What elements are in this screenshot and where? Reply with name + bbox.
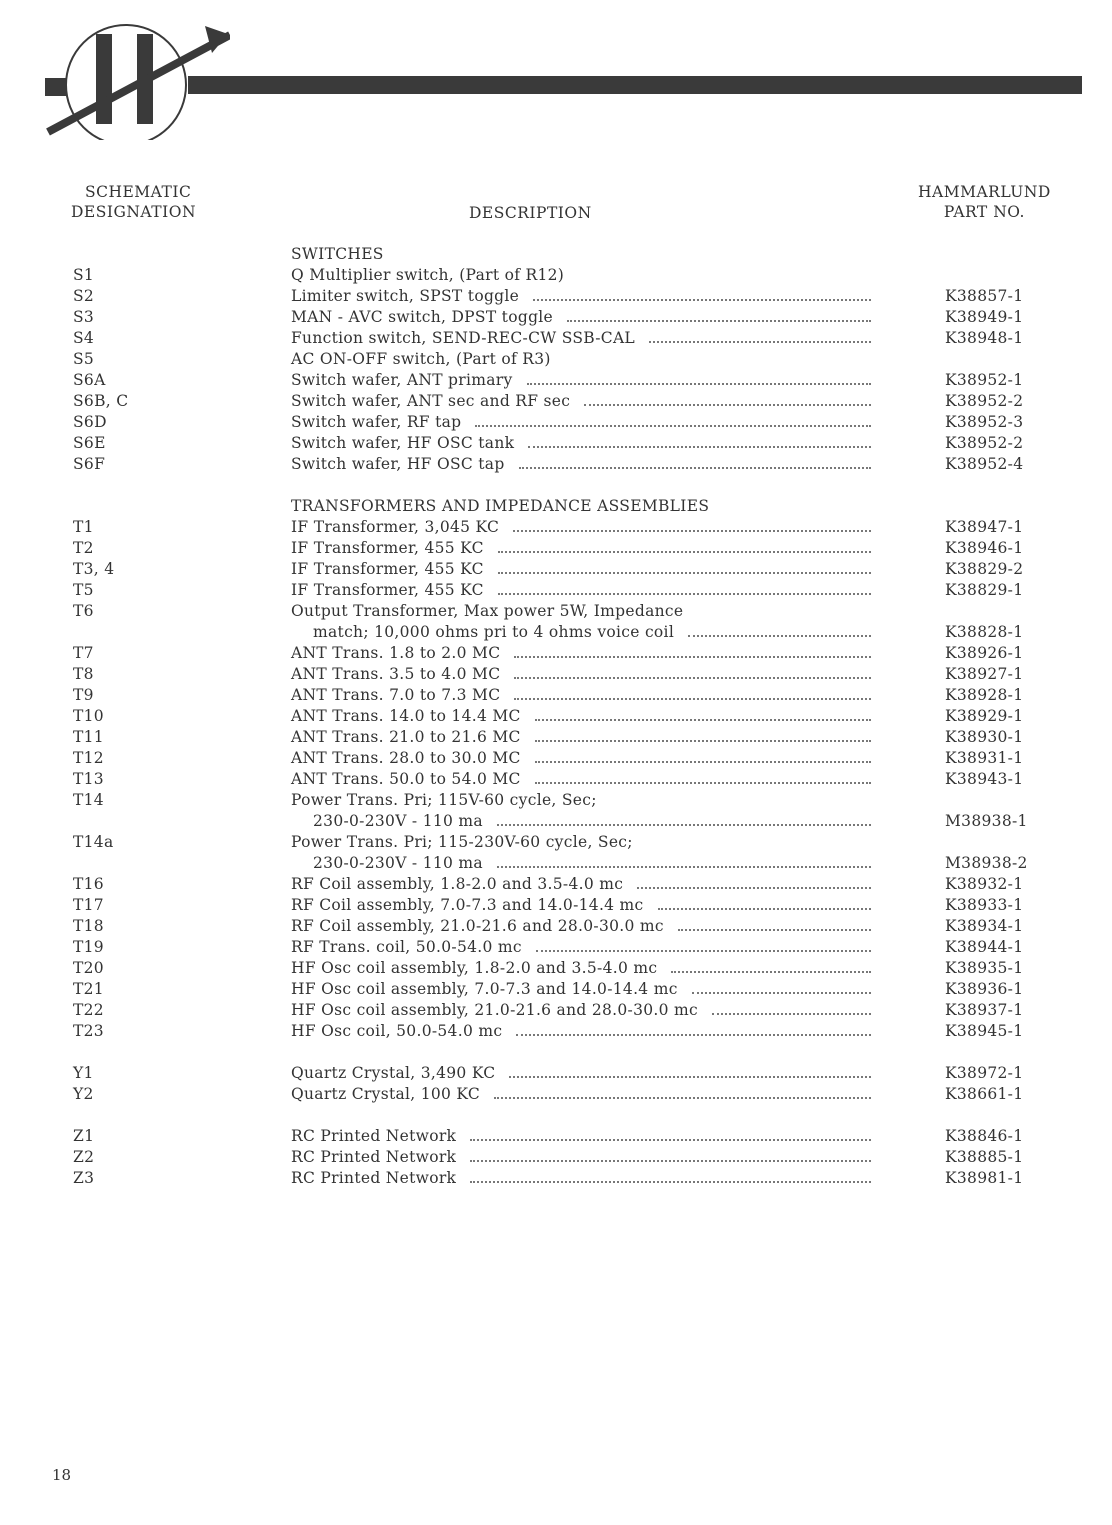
part-number: K38943-1 [945,770,1024,788]
description [291,370,871,391]
schematic-designation: T1 [73,518,94,536]
schematic-designation: T20 [73,959,104,977]
part-number: K38952-3 [945,413,1024,431]
dot-leader [498,580,871,595]
description [291,916,871,937]
schematic-designation: S6E [73,434,106,452]
schematic-designation: T12 [73,749,104,767]
dot-leader [649,328,871,343]
dot-leader [475,412,871,427]
table-row [0,622,1112,643]
description-text: Quartz Crystal, 100 KC [291,1085,481,1103]
description-text: AC ON-OFF switch, (Part of R3) [291,350,551,368]
schematic-designation: T16 [73,875,104,893]
dot-leader [470,1126,871,1141]
table-row [0,1000,1112,1021]
description-text: HF Osc coil assembly, 21.0-21.6 and 28.0-30.0 mc [291,1001,699,1019]
description-text: Switch wafer, HF OSC tank [291,434,515,452]
dot-leader [514,685,871,700]
part-number: K38885-1 [945,1148,1024,1166]
dot-leader [497,853,871,868]
description-text: Switch wafer, ANT primary [291,371,513,389]
schematic-designation: S3 [73,308,95,326]
part-number: K38828-1 [945,623,1024,641]
schematic-designation: Y1 [73,1064,94,1082]
part-number: K38930-1 [945,728,1024,746]
schematic-designation: Z3 [73,1169,95,1187]
description [291,958,871,979]
header-rule [188,76,1082,94]
description [291,433,871,454]
dot-leader [688,622,871,637]
part-number: K38846-1 [945,1127,1024,1145]
description-text: Q Multiplier switch, (Part of R12) [291,266,565,284]
dot-leader [494,1084,871,1099]
schematic-designation: T14a [73,833,114,851]
schematic-designation: Z2 [73,1148,95,1166]
dot-leader [516,1021,871,1036]
table-row [0,895,1112,916]
description [313,622,871,643]
part-number: K38927-1 [945,665,1024,683]
table-row [0,748,1112,769]
schematic-designation: T8 [73,665,94,683]
dot-leader [678,916,871,931]
description [291,1147,871,1168]
schematic-designation: T5 [73,581,94,599]
schematic-designation: T23 [73,1022,104,1040]
description [291,328,871,349]
description-text: Switch wafer, RF tap [291,413,462,431]
schematic-designation: T14 [73,791,104,809]
dot-leader [535,769,871,784]
description-text: RC Printed Network [291,1148,457,1166]
description-text: ANT Trans. 7.0 to 7.3 MC [291,686,501,704]
part-number: K38933-1 [945,896,1024,914]
description [291,643,871,664]
description [291,265,871,286]
description-text: HF Osc coil, 50.0-54.0 mc [291,1022,503,1040]
table-row [0,286,1112,307]
part-number: K38981-1 [945,1169,1024,1187]
table-row [0,832,1112,853]
part-number: K38935-1 [945,959,1024,977]
part-number: K38944-1 [945,938,1024,956]
table-row [0,790,1112,811]
description-text: IF Transformer, 455 KC [291,581,484,599]
table-row [0,874,1112,895]
part-number: K38857-1 [945,287,1024,305]
dot-leader [514,643,871,658]
table-row [0,1168,1112,1189]
schematic-designation: T21 [73,980,104,998]
parts-list [0,244,1112,1189]
column-header-part-no: HAMMARLUND PART NO. [918,183,1051,221]
description-text: RC Printed Network [291,1127,457,1145]
description [291,559,871,580]
part-number: K38947-1 [945,518,1024,536]
part-number: K38926-1 [945,644,1024,662]
column-header-designation: SCHEMATIC DESIGNATION [71,183,197,221]
section-heading [0,496,1112,517]
table-row [0,769,1112,790]
part-number: K38952-1 [945,371,1024,389]
schematic-designation: T22 [73,1001,104,1019]
table-row [0,328,1112,349]
description-text: RF Coil assembly, 7.0-7.3 and 14.0-14.4 mc [291,896,644,914]
description [291,580,871,601]
part-number: K38952-2 [945,434,1024,452]
dot-leader [519,454,871,469]
table-row [0,685,1112,706]
schematic-designation: T7 [73,644,94,662]
table-row [0,643,1112,664]
description [291,538,871,559]
dot-leader [692,979,871,994]
description [291,664,871,685]
description [291,727,871,748]
schematic-designation: T6 [73,602,94,620]
schematic-designation: S5 [73,350,95,368]
description-text: Function switch, SEND-REC-CW SSB-CAL [291,329,636,347]
table-row [0,433,1112,454]
table-row [0,1147,1112,1168]
part-number: M38938-1 [945,812,1028,830]
description-text: ANT Trans. 21.0 to 21.6 MC [291,728,521,746]
table-row [0,580,1112,601]
table-row [0,1126,1112,1147]
description-text: RC Printed Network [291,1169,457,1187]
part-number: K38928-1 [945,686,1024,704]
table-row [0,538,1112,559]
description [313,811,871,832]
schematic-designation: T19 [73,938,104,956]
description-text: ANT Trans. 1.8 to 2.0 MC [291,644,501,662]
schematic-designation: Z1 [73,1127,95,1145]
description [291,769,871,790]
description-text: IF Transformer, 455 KC [291,560,484,578]
table-row [0,664,1112,685]
description-text: Output Transformer, Max power 5W, Impedance [291,602,684,620]
hammarlund-logo [40,10,230,140]
schematic-designation: T11 [73,728,104,746]
schematic-designation: S6F [73,455,106,473]
section-heading-text: TRANSFORMERS AND IMPEDANCE ASSEMBLIES [291,497,710,515]
dot-leader [535,748,871,763]
description [291,832,871,853]
description-text: match; 10,000 ohms pri to 4 ohms voice coil [313,623,675,641]
description [291,454,871,475]
description [291,412,871,433]
description [291,895,871,916]
dot-leader [637,874,871,889]
part-number: K38952-4 [945,455,1024,473]
description [291,517,871,538]
dot-leader [497,811,871,826]
blank-line [0,1042,1112,1063]
description-text: ANT Trans. 14.0 to 14.4 MC [291,707,521,725]
description-text: ANT Trans. 50.0 to 54.0 MC [291,770,521,788]
section-heading-text: SWITCHES [291,245,384,263]
part-number: K38952-2 [945,392,1024,410]
description [291,391,871,412]
description [291,349,871,370]
description-text: HF Osc coil assembly, 7.0-7.3 and 14.0-14.4 mc [291,980,678,998]
schematic-designation: S1 [73,266,95,284]
description [291,307,871,328]
description [291,286,871,307]
description [291,706,871,727]
part-number: K38948-1 [945,329,1024,347]
dot-leader [535,706,871,721]
schematic-designation: T2 [73,539,94,557]
table-row [0,307,1112,328]
dot-leader [513,517,871,532]
description-text: Power Trans. Pri; 115-230V-60 cycle, Sec; [291,833,633,851]
description-text: RF Trans. coil, 50.0-54.0 mc [291,938,522,956]
description-text: ANT Trans. 3.5 to 4.0 MC [291,665,501,683]
dot-leader [528,433,871,448]
description-text: Switch wafer, ANT sec and RF sec [291,392,571,410]
page-number: 18 [52,1466,72,1484]
description [291,748,871,769]
part-number: K38929-1 [945,707,1024,725]
dot-leader [498,559,871,574]
description-text: 230-0-230V - 110 ma [313,854,483,872]
description [291,874,871,895]
description [291,1126,871,1147]
description-text: 230-0-230V - 110 ma [313,812,483,830]
part-number: K38661-1 [945,1085,1024,1103]
dot-leader [567,307,871,322]
part-number: K38937-1 [945,1001,1024,1019]
section-heading [0,244,1112,265]
schematic-designation: T17 [73,896,104,914]
part-number: K38829-2 [945,560,1024,578]
schematic-designation: S6A [73,371,106,389]
schematic-designation: T9 [73,686,94,704]
table-row [0,958,1112,979]
part-number: M38938-2 [945,854,1028,872]
description [291,1063,871,1084]
description-text: ANT Trans. 28.0 to 30.0 MC [291,749,521,767]
column-header-description: DESCRIPTION [469,204,592,222]
table-row [0,979,1112,1000]
table-row [0,601,1112,622]
dot-leader [658,895,871,910]
description [291,979,871,1000]
table-row [0,370,1112,391]
schematic-designation: S2 [73,287,95,305]
description-text: Power Trans. Pri; 115V-60 cycle, Sec; [291,791,597,809]
schematic-designation: T18 [73,917,104,935]
schematic-designation: S4 [73,329,95,347]
blank-line [0,1105,1112,1126]
description [291,937,871,958]
dot-leader [470,1147,871,1162]
part-number: K38829-1 [945,581,1024,599]
description-text: Switch wafer, HF OSC tap [291,455,505,473]
dot-leader [470,1168,871,1183]
dot-leader [584,391,871,406]
dot-leader [514,664,871,679]
description [291,1000,871,1021]
dot-leader [535,727,871,742]
schematic-designation: S6B, C [73,392,129,410]
part-number: K38945-1 [945,1022,1024,1040]
description-text: IF Transformer, 3,045 KC [291,518,500,536]
description-text: MAN - AVC switch, DPST toggle [291,308,554,326]
table-row [0,454,1112,475]
dot-leader [533,286,871,301]
description-text: RF Coil assembly, 1.8-2.0 and 3.5-4.0 mc [291,875,624,893]
description-text: IF Transformer, 455 KC [291,539,484,557]
dot-leader [509,1063,871,1078]
table-row [0,265,1112,286]
part-number: K38972-1 [945,1064,1024,1082]
table-row [0,517,1112,538]
part-number: K38949-1 [945,308,1024,326]
description [313,853,871,874]
description [291,1084,871,1105]
schematic-designation: T3, 4 [73,560,115,578]
dot-leader [536,937,871,952]
table-row [0,811,1112,832]
part-number: K38934-1 [945,917,1024,935]
table-row [0,1084,1112,1105]
description [291,685,871,706]
dot-leader [498,538,871,553]
table-row [0,412,1112,433]
schematic-designation: T13 [73,770,104,788]
table-row [0,1063,1112,1084]
description-text: Limiter switch, SPST toggle [291,287,520,305]
table-row [0,349,1112,370]
description-text: Quartz Crystal, 3,490 KC [291,1064,496,1082]
part-number: K38936-1 [945,980,1024,998]
table-row [0,916,1112,937]
dot-leader [671,958,871,973]
table-row [0,1021,1112,1042]
description [291,601,871,622]
table-row [0,727,1112,748]
dot-leader [712,1000,871,1015]
description [291,1168,871,1189]
table-row [0,706,1112,727]
part-number: K38946-1 [945,539,1024,557]
schematic-designation: Y2 [73,1085,94,1103]
part-number: K38932-1 [945,875,1024,893]
blank-line [0,475,1112,496]
schematic-designation: S6D [73,413,107,431]
table-row [0,937,1112,958]
description [291,790,871,811]
description-text: HF Osc coil assembly, 1.8-2.0 and 3.5-4.0 mc [291,959,658,977]
schematic-designation: T10 [73,707,104,725]
part-number: K38931-1 [945,749,1024,767]
description [291,1021,871,1042]
table-row [0,559,1112,580]
table-row [0,391,1112,412]
table-row [0,853,1112,874]
dot-leader [527,370,871,385]
description-text: RF Coil assembly, 21.0-21.6 and 28.0-30.0 mc [291,917,664,935]
